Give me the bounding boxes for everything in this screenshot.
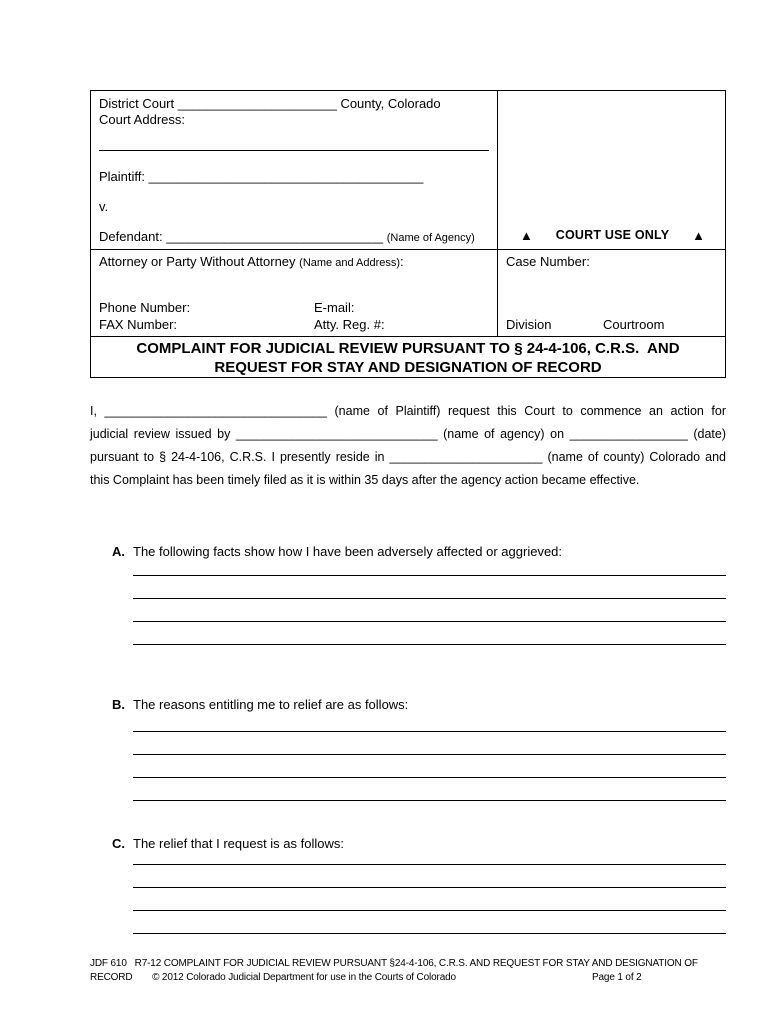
courtroom-label: Courtroom bbox=[603, 317, 665, 332]
district-court-line bbox=[99, 96, 489, 112]
caption-table bbox=[90, 90, 726, 378]
attorney-cell bbox=[91, 250, 498, 337]
writing-line[interactable] bbox=[133, 888, 726, 911]
intro-paragraph bbox=[90, 400, 726, 492]
court-info-cell bbox=[91, 91, 498, 250]
intro-line-1: I, ________________________________ (name of Plaintiff) request this Court to commence an action for bbox=[90, 404, 726, 418]
section-b-lines bbox=[133, 709, 726, 801]
contact-grid bbox=[99, 300, 489, 333]
form-title bbox=[91, 337, 725, 377]
section-b-label: B. bbox=[112, 697, 125, 712]
section-a-label: A. bbox=[112, 544, 125, 559]
intro-line-4: this Complaint has been timely filed as it is within 35 days after the agency action became effective. bbox=[90, 473, 640, 487]
defendant-blank-field[interactable]: ______________________________ bbox=[166, 229, 384, 244]
attorney-note: (Name and Address) bbox=[299, 257, 401, 269]
section-c-lines bbox=[133, 842, 726, 934]
footer-record-label: RECORD bbox=[90, 971, 133, 983]
district-court-label: District Court bbox=[99, 96, 175, 111]
section-b bbox=[90, 697, 726, 801]
writing-line[interactable] bbox=[133, 599, 726, 622]
plaintiff-line bbox=[99, 169, 489, 185]
attorney-colon: : bbox=[400, 254, 404, 269]
intro-line-3: pursuant to § 24-4-106, C.R.S. I presently reside in ______________________ (name of county) Colorado and bbox=[90, 450, 726, 464]
email-label: E-mail: bbox=[314, 300, 355, 315]
attorney-label-line bbox=[99, 254, 489, 271]
defendant-line bbox=[99, 229, 489, 246]
intro-line-2: judicial review issued by _____________________________ (name of agency) on _________________ (date) bbox=[90, 427, 726, 441]
court-address-field[interactable] bbox=[99, 128, 489, 151]
section-c bbox=[90, 836, 726, 934]
court-address-label: Court Address: bbox=[99, 112, 185, 127]
division-courtroom-line bbox=[506, 317, 717, 333]
county-colorado-label: County, Colorado bbox=[340, 96, 441, 111]
writing-line[interactable] bbox=[133, 732, 726, 755]
page-number: Page 1 of 2 bbox=[592, 971, 642, 983]
writing-line[interactable] bbox=[133, 576, 726, 599]
case-number-cell bbox=[498, 250, 725, 337]
footer-form-id: JDF 610 R7-12 COMPLAINT FOR JUDICIAL REVIEW PURSUANT §24-4-106, C.R.S. AND REQUEST FOR STAY AND DESIGNATION OF bbox=[90, 958, 698, 969]
section-b-text: The reasons entitling me to relief are as follows: bbox=[133, 697, 409, 712]
phone-number-label: Phone Number: bbox=[99, 300, 191, 315]
section-a-lines bbox=[133, 553, 726, 645]
defendant-note: (Name of Agency) bbox=[386, 232, 475, 244]
writing-line[interactable] bbox=[133, 911, 726, 934]
section-a bbox=[90, 544, 726, 645]
section-c-text: The relief that I request is as follows: bbox=[133, 836, 344, 851]
court-use-only-cell bbox=[498, 91, 725, 250]
atty-reg-label: Atty. Reg. #: bbox=[314, 316, 385, 332]
fax-number-label: FAX Number: bbox=[99, 316, 178, 332]
triangle-icon: ▲ bbox=[520, 228, 533, 243]
footer-copyright: © 2012 Colorado Judicial Department for use in the Courts of Colorado bbox=[152, 971, 456, 983]
footer-copyright-line bbox=[90, 971, 730, 985]
writing-line[interactable] bbox=[133, 865, 726, 888]
court-use-only-label: COURT USE ONLY bbox=[555, 228, 670, 242]
attorney-label: Attorney or Party Without Attorney bbox=[99, 254, 300, 269]
division-label: Division bbox=[506, 317, 552, 332]
case-number-label: Case Number: bbox=[506, 254, 590, 269]
section-c-label: C. bbox=[112, 836, 125, 851]
form-title-line2: REQUEST FOR STAY AND DESIGNATION OF RECORD bbox=[214, 359, 602, 376]
versus-label: v. bbox=[99, 199, 109, 214]
district-court-blank-field[interactable]: ______________________ bbox=[177, 96, 337, 111]
form-title-line1: COMPLAINT FOR JUDICIAL REVIEW PURSUANT TO § 24-4-106, C.R.S. AND bbox=[136, 340, 680, 357]
writing-line[interactable] bbox=[133, 778, 726, 801]
page-footer bbox=[90, 957, 730, 984]
section-a-text: The following facts show how I have been adversely affected or aggrieved: bbox=[133, 544, 563, 559]
plaintiff-label: Plaintiff: bbox=[99, 169, 146, 184]
writing-line[interactable] bbox=[133, 622, 726, 645]
triangle-icon: ▲ bbox=[692, 228, 705, 243]
defendant-label: Defendant: bbox=[99, 229, 163, 244]
plaintiff-blank-field[interactable]: ______________________________________ bbox=[148, 169, 424, 184]
writing-line[interactable] bbox=[133, 755, 726, 778]
